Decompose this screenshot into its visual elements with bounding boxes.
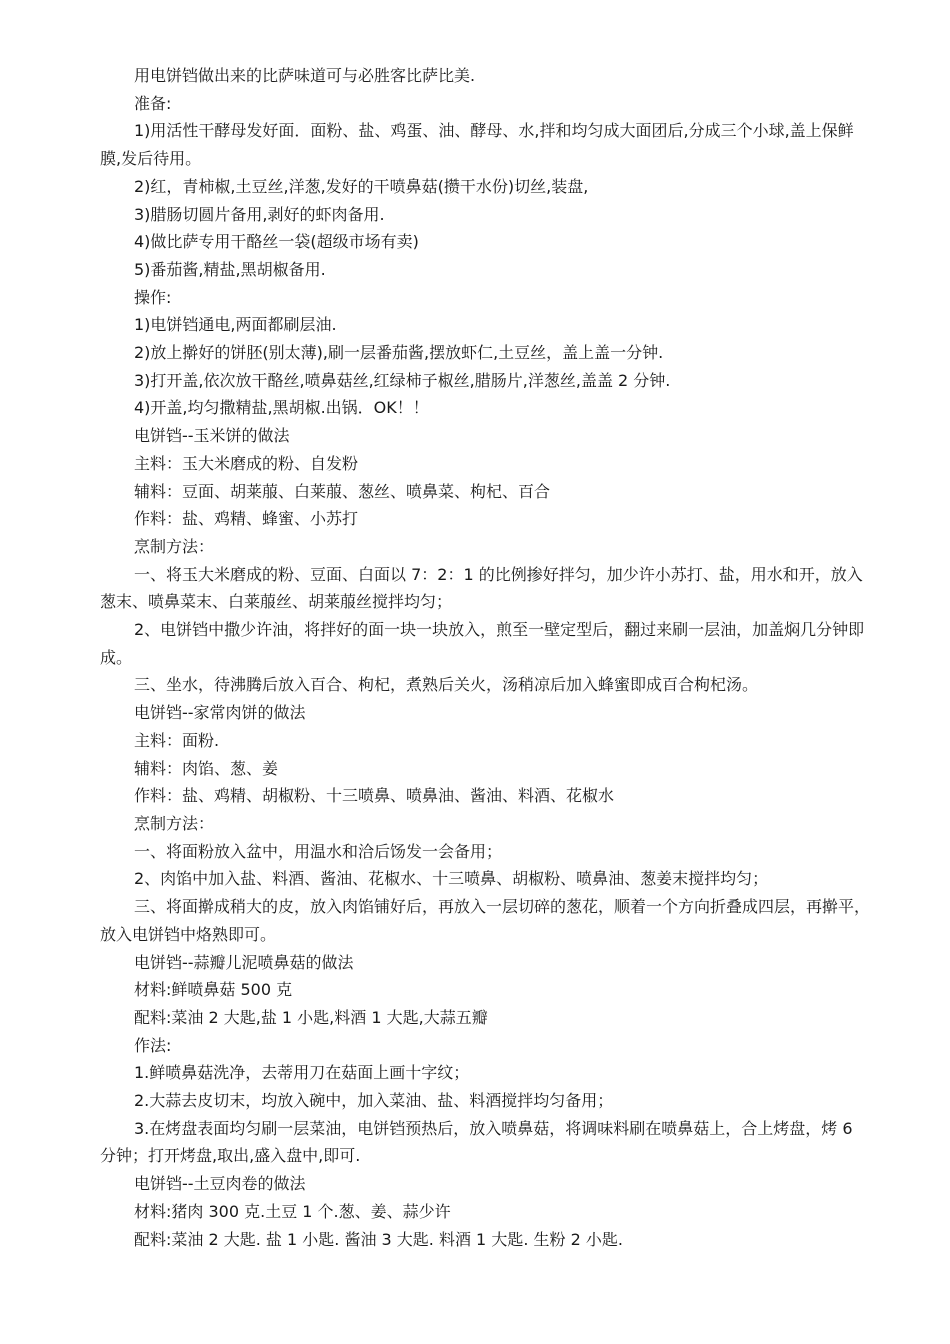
paragraph: 电饼铛--家常肉饼的做法 bbox=[134, 703, 306, 723]
paragraph: 1)用活性干酵母发好面．面粉、盐、鸡蛋、油、酵母、水,拌和均匀成大面团后,分成三个小球,盖上保鲜膜,发后待用。 bbox=[100, 121, 854, 169]
paragraph: 2.大蒜去皮切末，均放入碗中，加入菜油、盐、料酒搅拌均匀备用； bbox=[134, 1091, 614, 1111]
paragraph: 辅料：豆面、胡莱菔、白莱菔、葱丝、喷鼻菜、枸杞、百合 bbox=[134, 481, 551, 501]
paragraph: 主料：面粉. bbox=[134, 730, 220, 750]
paragraph: 1.鲜喷鼻菇洗净，去蒂用刀在菇面上画十字纹； bbox=[134, 1063, 470, 1083]
paragraph: 1)电饼铛通电,两面都刷层油. bbox=[134, 315, 337, 335]
paragraph: 材料:猪肉 300 克.土豆 1 个.葱、姜、蒜少许 bbox=[134, 1201, 451, 1221]
paragraph: 准备: bbox=[134, 93, 172, 113]
paragraph: 主料：玉大米磨成的粉、自发粉 bbox=[134, 453, 359, 473]
paragraph: 电饼铛--玉米饼的做法 bbox=[134, 426, 290, 446]
paragraph: 作料：盐、鸡精、胡椒粉、十三喷鼻、喷鼻油、酱油、料酒、花椒水 bbox=[134, 786, 615, 806]
paragraph: 作法: bbox=[134, 1035, 172, 1055]
paragraph: 一、将玉大米磨成的粉、豆面、白面以 7：2：1 的比例掺好拌匀，加少许小苏打、盐，用水和开，放入葱末、喷鼻菜末、白莱菔丝、胡莱菔丝搅拌均匀； bbox=[100, 564, 863, 612]
paragraph: 2)放上擀好的饼胚(别太薄),刷一层番茄酱,摆放虾仁,土豆丝，盖上盖一分钟. bbox=[134, 343, 664, 363]
paragraph: 烹制方法： bbox=[134, 813, 215, 833]
paragraph: 烹制方法： bbox=[134, 536, 215, 556]
paragraph: 电饼铛--土豆肉卷的做法 bbox=[134, 1174, 306, 1194]
paragraph: 3)打开盖,依次放干酪丝,喷鼻菇丝,红绿柿子椒丝,腊肠片,洋葱丝,盖盖 2 分钟. bbox=[134, 370, 671, 390]
paragraph: 三、坐水，待沸腾后放入百合、枸杞，煮熟后关火，汤稍凉后加入蜂蜜即成百合枸杞汤。 bbox=[134, 675, 759, 695]
paragraph: 三、将面擀成稍大的皮，放入肉馅铺好后，再放入一层切碎的葱花，顺着一个方向折叠成四层，再擀平，放入电饼铛中烙熟即可。 bbox=[100, 897, 871, 944]
paragraph: 电饼铛--蒜瓣儿泥喷鼻菇的做法 bbox=[134, 952, 354, 972]
paragraph: 作料：盐、鸡精、蜂蜜、小苏打 bbox=[134, 509, 359, 529]
document-body bbox=[100, 62, 870, 1253]
paragraph: 材料:鲜喷鼻菇 500 克 bbox=[134, 980, 293, 1000]
paragraph: 辅料：肉馅、葱、姜 bbox=[134, 758, 279, 778]
paragraph: 2)红，青柿椒,土豆丝,洋葱,发好的干喷鼻菇(攒干水份)切丝,装盘, bbox=[134, 176, 589, 196]
paragraph: 2、电饼铛中撒少许油，将拌好的面一块一块放入，煎至一壁定型后，翻过来刷一层油，加盖焖几分钟即成。 bbox=[100, 620, 865, 667]
paragraph: 4)做比萨专用干酪丝一袋(超级市场有卖) bbox=[134, 232, 419, 252]
paragraph: 操作: bbox=[134, 287, 172, 307]
paragraph: 一、将面粉放入盆中，用温水和洽后饧发一会备用； bbox=[134, 841, 503, 861]
paragraph: 4)开盖,均匀撒精盐,黑胡椒.出锅．OK！！ bbox=[134, 398, 429, 418]
paragraph: 3.在烤盘表面均匀刷一层菜油，电饼铛预热后，放入喷鼻菇，将调味料刷在喷鼻菇上，合上烤盘，烤 6 分钟；打开烤盘,取出,盛入盘中,即可. bbox=[100, 1118, 858, 1166]
paragraph: 2、肉馅中加入盐、料酒、酱油、花椒水、十三喷鼻、胡椒粉、喷鼻油、葱姜末搅拌均匀； bbox=[134, 869, 769, 889]
paragraph: 3)腊肠切圆片备用,剥好的虾肉备用. bbox=[134, 204, 385, 224]
paragraph: 用电饼铛做出来的比萨味道可与必胜客比萨比美. bbox=[134, 66, 476, 85]
paragraph: 5)番茄酱,精盐,黑胡椒备用. bbox=[134, 259, 326, 279]
paragraph: 配料:菜油 2 大匙. 盐 1 小匙. 酱油 3 大匙. 料酒 1 大匙. 生粉 2 小匙. bbox=[134, 1229, 623, 1249]
paragraph: 配料:菜油 2 大匙,盐 1 小匙,料酒 1 大匙,大蒜五瓣 bbox=[134, 1007, 488, 1027]
